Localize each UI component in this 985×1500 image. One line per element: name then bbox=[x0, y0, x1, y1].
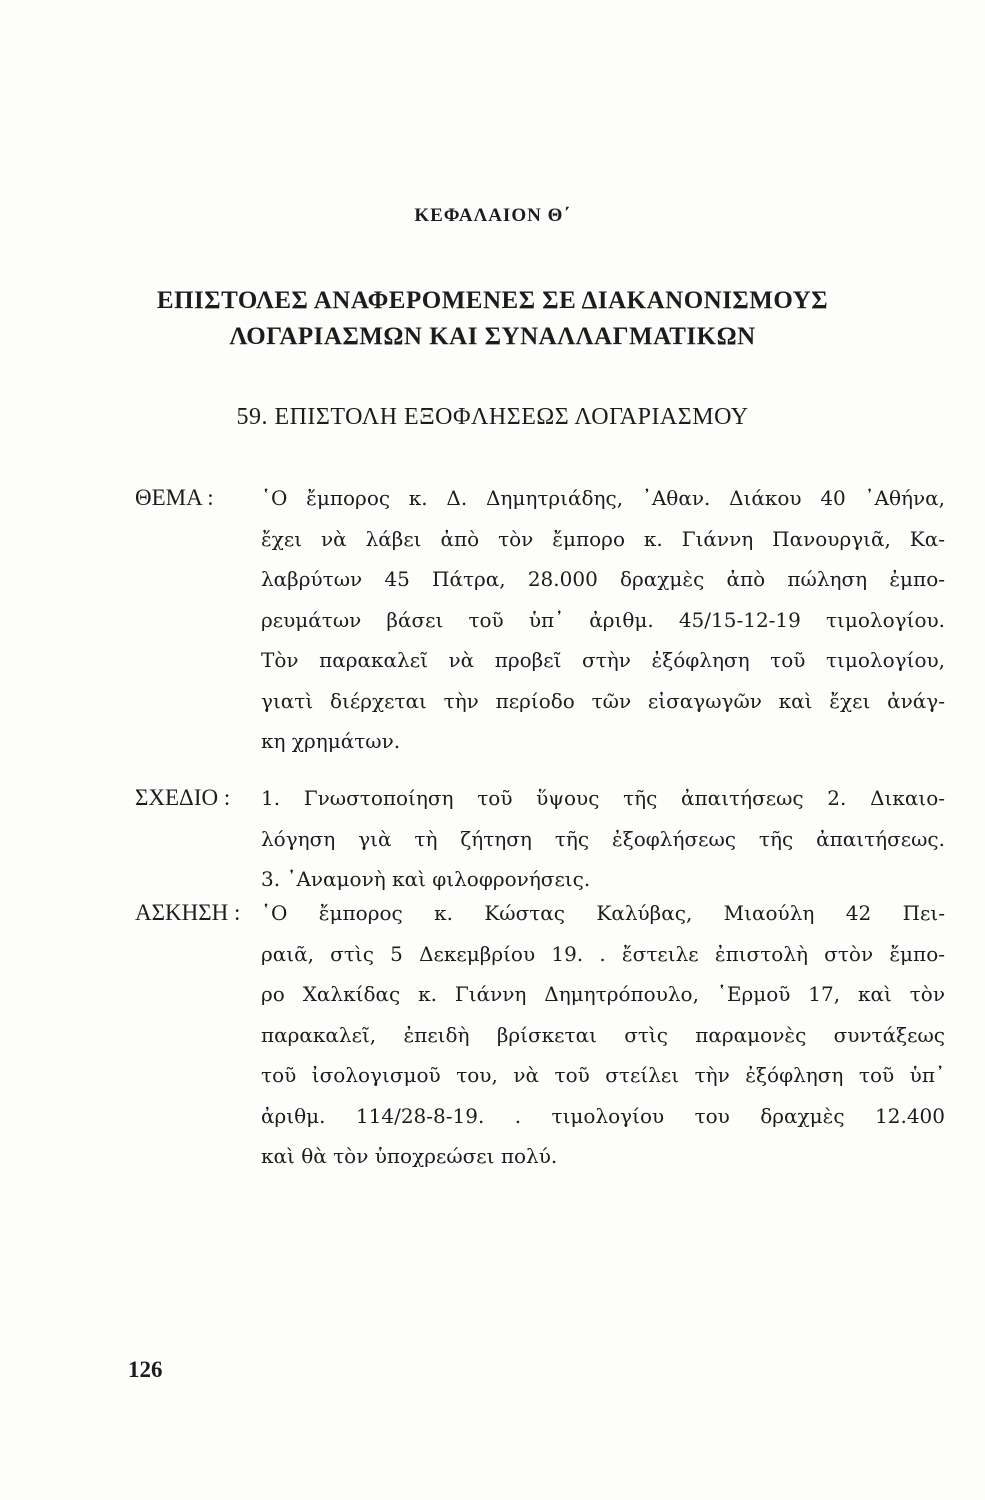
schedio-text bbox=[261, 778, 945, 900]
text-line: Τὸν παρακαλεῖ νὰ προβεῖ στὴν ἐξόφληση τοῦ τιμολογίου, bbox=[261, 648, 945, 672]
text-line: 3. ᾿Αναμονὴ καὶ φιλοφρονήσεις. bbox=[261, 867, 591, 891]
text-line: λόγηση γιὰ τὴ ζήτηση τῆς ἐξοφλήσεως τῆς ἀπαιτήσεως. bbox=[261, 826, 945, 851]
text-line: ἀριθμ. 114/28-8-19. . τιμολογίου του δραχμὲς 12.400 bbox=[261, 1103, 945, 1128]
thema-text bbox=[261, 478, 945, 762]
askisi-text bbox=[261, 893, 945, 1177]
text-line: γιατὶ διέρχεται τὴν περίοδο τῶν εἰσαγωγῶν καὶ ἔχει ἀνάγ- bbox=[261, 688, 945, 713]
text-line: καὶ θὰ τὸν ὑποχρεώσει πολύ. bbox=[261, 1144, 558, 1168]
text-line: κη χρημάτων. bbox=[261, 729, 401, 753]
text-line: ῾Ο ἔμπορος κ. Δ. Δημητριάδης, ᾿Αθαν. Διάκου 40 ᾿Αθήνα, bbox=[261, 486, 945, 510]
chapter-title-line: ΕΠΙΣΤΟΛΕΣ ΑΝΑΦΕΡΟΜΕΝΕΣ ΣΕ ΔΙΑΚΑΝΟΝΙΣΜΟΥΣ bbox=[156, 287, 829, 314]
text-line: ρο Χαλκίδας κ. Γιάννη Δημητρόπουλο, ῾Ερμοῦ 17, καὶ τὸν bbox=[261, 982, 945, 1006]
chapter-title-line: ΛΟΓΑΡΙΑΣΜΩΝ ΚΑΙ ΣΥΝΑΛΛΑΓΜΑΤΙΚΩΝ bbox=[229, 323, 756, 350]
text-line: λαβρύτων 45 Πάτρα, 28.000 δραχμὲς ἀπὸ πώληση ἐμπο- bbox=[261, 567, 945, 591]
chapter-label: ΚΕΦΑΛΑΙΟΝ Θ΄ bbox=[414, 205, 571, 226]
text-line: ραιᾶ, στὶς 5 Δεκεμβρίου 19. . ἔστειλε ἐπιστολὴ στὸν ἔμπο- bbox=[261, 941, 945, 966]
page-number: 126 bbox=[128, 1357, 163, 1382]
askisi-label: ΑΣΚΗΣΗ : bbox=[135, 900, 241, 925]
text-line: 1. Γνωστοποίηση τοῦ ὕψους τῆς ἀπαιτήσεως 2. Δικαιο- bbox=[261, 786, 945, 810]
text-line: ῾Ο ἔμπορος κ. Κώστας Καλύβας, Μιαούλη 42 Πει- bbox=[261, 901, 945, 925]
text-line: τοῦ ἰσολογισμοῦ του, νὰ τοῦ στείλει τὴν ἐξόφληση τοῦ ὑπ᾿ bbox=[261, 1063, 945, 1087]
section-title: 59. ΕΠΙΣΤΟΛΗ ΕΞΟΦΛΗΣΕΩΣ ΛΟΓΑΡΙΑΣΜΟΥ bbox=[236, 404, 749, 430]
text-line: παρακαλεῖ, ἐπειδὴ βρίσκεται στὶς παραμονὲς συντάξεως bbox=[261, 1022, 945, 1047]
schedio-label: ΣΧΕΔΙΟ : bbox=[135, 785, 231, 810]
text-line: ἔχει νὰ λάβει ἀπὸ τὸν ἔμπορο κ. Γιάννη Πανουργιᾶ, Κα- bbox=[261, 526, 945, 551]
text-line: ρευμάτων βάσει τοῦ ὑπ᾿ ἀριθμ. 45/15-12-19 τιμολογίου. bbox=[261, 607, 945, 632]
chapter-title bbox=[0, 283, 985, 355]
thema-label: ΘΕΜΑ : bbox=[135, 485, 214, 510]
